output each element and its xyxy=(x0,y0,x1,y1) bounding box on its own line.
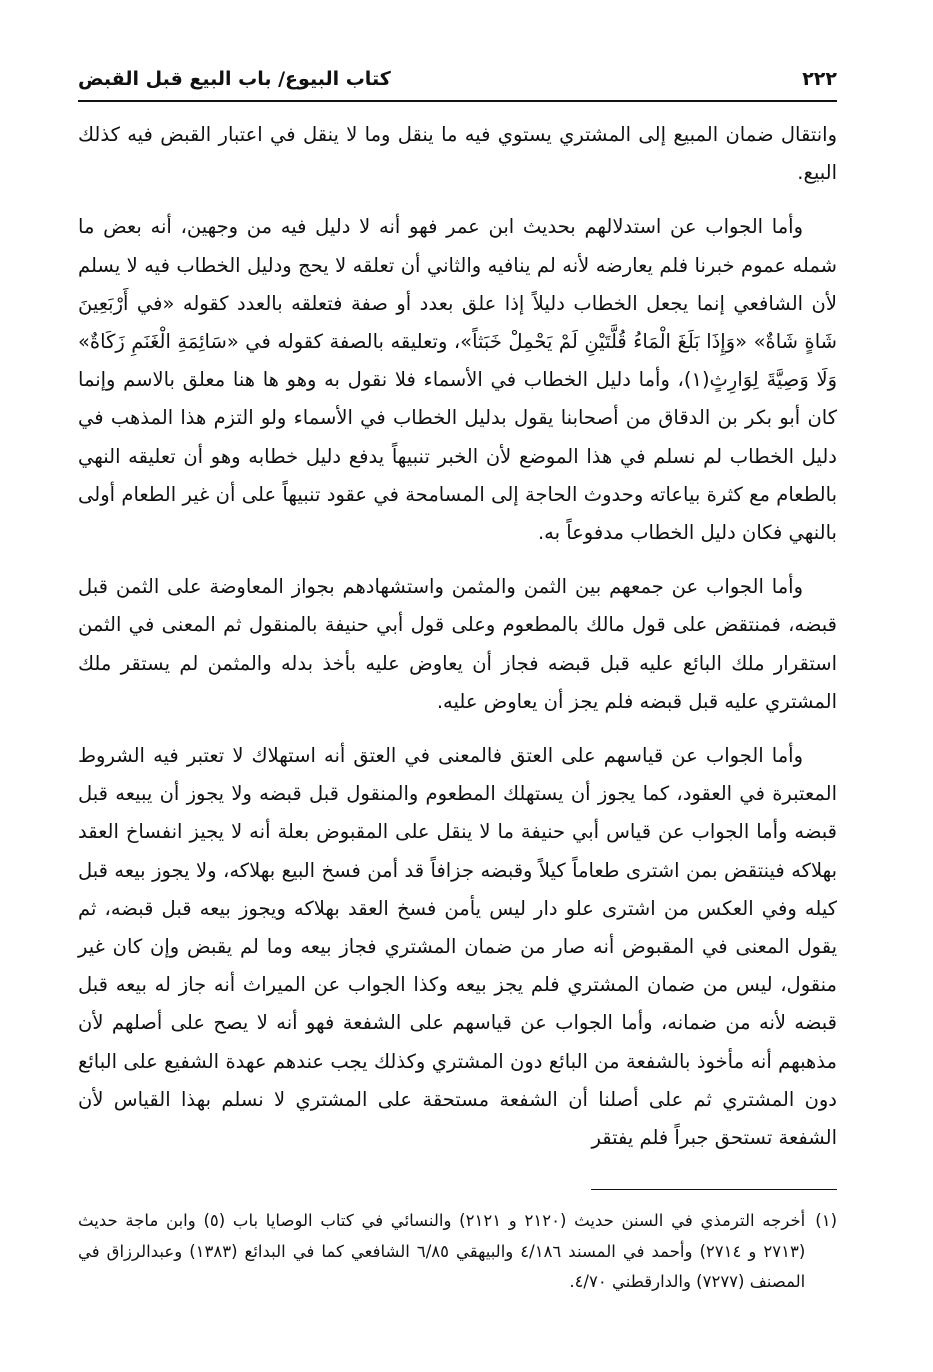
paragraph-3: وأما الجواب عن جمعهم بين الثمن والمثمن واستشهادهم بجواز المعاوضة على الثمن قبل قبضه، فمنتقض على قول مالك بالمطعوم وعلى قول أبي حنيفة بالمنقول ثم المعنى في الثمن استقرار ملك البائع عليه قبل قبضه فجاز أن يعاوض عليه بأخذ بدله والمثمن لم يستقر ملك المشتري عليه قبل قبضه فلم يجز أن يعاوض عليه. xyxy=(78,575,837,713)
footnote-text: أخرجه الترمذي في السنن حديث (٢١٢٠ و ٢١٢١) والنسائي في كتاب الوصايا باب (٥) وابن ماجة حديث (٢٧١٣ و ٢٧١٤) وأحمد في المسند ٤/١٨٦ والبيهقي ٦/٨٥ الشافعي كما في البدائع (١٣٨٣) وعبدالرزاق في المصنف (٧٢٧٧) والدارقطني ٤/٧٠. xyxy=(78,1211,806,1291)
footnote-rule xyxy=(591,1189,837,1190)
paragraph-4: وأما الجواب عن قياسهم على العتق فالمعنى في العتق أنه استهلاك لا تعتبر فيه الشروط المعتبرة في العقود، كما يجوز أن يستهلك المطعوم والمنقول قبل قبضه ولا يجوز أن يبيعه قبل قبضه وأما الجواب عن قياس أبي حنيفة ما لا ينقل على المقبوض بعلة أنه لا يجيز انفساخ العقد بهلاكه فينتقض بمن اشترى طعاماً كيلاً وقبضه جزافاً قد أمن فسخ البيع بهلاكه، ولا يجوز بيعه قبل كيله وفي العكس من اشترى علو دار ليس يأمن فسخ العقد بهلاكه ويجوز بيعه قبل قبضه، ثم يقول المعنى في المقبوض أنه صار من ضمان المشتري فجاز بيعه وما لم يقبض وإن كان غير منقول، ليس من ضمان المشتري فلم يجز بيعه وكذا الجواب عن الميراث أنه جاز له بيعه قبل قبضه لأنه من ضمانه، وأما الجواب عن قياسهم على الشفعة فهو أنه لا يصح على أصلهم لأن مذهبهم أنه مأخوذ بالشفعة من البائع دون المشتري وكذلك يجب عندهم عهدة الشفيع على البائع دون المشتري ثم على أصلنا أن الشفعة مستحقة على المشتري لا نسلم بهذا القياس لأن الشفعة تستحق جبراً فلم يفتقر xyxy=(78,744,837,1150)
paragraph-2: وأما الجواب عن استدلالهم بحديث ابن عمر فهو أنه لا دليل فيه من وجهين، أنه بعض ما شمله عموم خبرنا فلم يعارضه لأنه لم ينافيه والثاني أن تعلقه لا يحج ودليل الخطاب فيه لا يسلم لأن الشافعي إنما يجعل الخطاب دليلاً إذا علق بعدد أو صفة فتعلقه بالعدد كقوله «في أَرْبَعِينَ شَاةٍ شَاةٌ» «وَإِذَا بَلَغَ الْمَاءُ قُلَّتَيْنِ لَمْ يَحْمِلْ خَبَثاً»، وتعليقه بالصفة كقوله في «سَائِمَةِ الْغَنَمِ زَكَاةٌ» وَلَا وَصِيَّةَ لِوَارِثٍ(١)، وأما دليل الخطاب في الأسماء فلا نقول به وهو ها هنا معلق بالاسم وإنما كان أبو بكر بن الدقاق من أصحابنا يقول بدليل الخطاب في الأسماء ولو التزم هذا المذهب في دليل الخطاب لم نسلم في هذا الموضع لأن الخبر تنبيهاً يدفع دليل خطابه وهو أن تعليقه النهي بالطعام مع كثرة بياعاته وحدوث الحاجة إلى المسامحة في عقود تنبيهاً على أن غير الطعام أولى بالنهي فكان دليل الخطاب مدفوعاً به. xyxy=(78,215,837,545)
page-number: ٢٢٢ xyxy=(802,68,837,90)
running-head xyxy=(78,62,837,96)
running-title: كتاب البيوع/ باب البيع قبل القبض xyxy=(78,68,391,90)
footnote-1 xyxy=(78,1206,837,1298)
footnote-number: (١) xyxy=(815,1211,837,1230)
main-text xyxy=(78,116,837,1173)
paragraph-1: وانتقال ضمان المبيع إلى المشتري يستوي فيه ما ينقل وما لا ينقل في اعتبار القبض فيه كذلك البيع. xyxy=(78,123,837,185)
header-rule xyxy=(78,100,837,102)
